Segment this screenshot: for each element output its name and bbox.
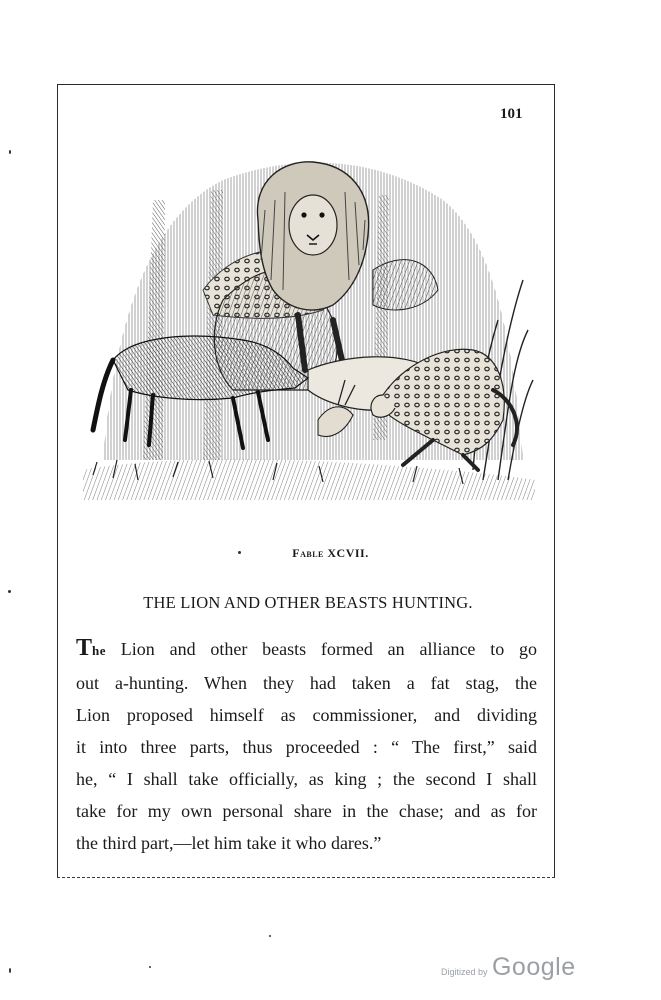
scan-speck [149, 966, 151, 968]
body-line: he, “ I shall take officially, as king ; the second I shall [76, 769, 537, 789]
scan-speck [9, 968, 11, 973]
body-line: the third part,—let him take it who dares.” [76, 833, 382, 853]
body-line: take for my own personal share in the chase; and as for [76, 801, 537, 821]
bottom-rule [57, 877, 555, 878]
fable-number-numeral: XCVII. [327, 546, 369, 560]
fable-number-prefix: Fable [292, 546, 324, 560]
drop-cap: T [76, 635, 93, 661]
fable-body [76, 632, 537, 859]
watermark-prefix: Digitized by [441, 967, 488, 977]
engraving-lion-and-beasts [83, 140, 535, 500]
body-line: out a-hunting. When they had taken a fat stag, the [76, 673, 537, 693]
fable-number [0, 546, 661, 561]
body-line-text: Lion and other beasts formed an alliance to go [106, 639, 537, 659]
drop-cap-rest: he [92, 643, 107, 658]
body-line: it into three parts, thus proceeded : “ The first,” said [76, 737, 537, 757]
scan-speck [269, 935, 271, 937]
google-logo: Google [491, 953, 576, 981]
fable-title: THE LION AND OTHER BEASTS HUNTING. [143, 593, 473, 612]
page-number: 101 [500, 106, 523, 122]
scan-speck [238, 551, 241, 554]
digitized-by-google-watermark [441, 953, 576, 982]
scan-speck [8, 590, 11, 593]
scan-speck [9, 150, 11, 154]
body-line: Lion proposed himself as commissioner, and dividing [76, 705, 537, 725]
body-line [76, 632, 537, 667]
